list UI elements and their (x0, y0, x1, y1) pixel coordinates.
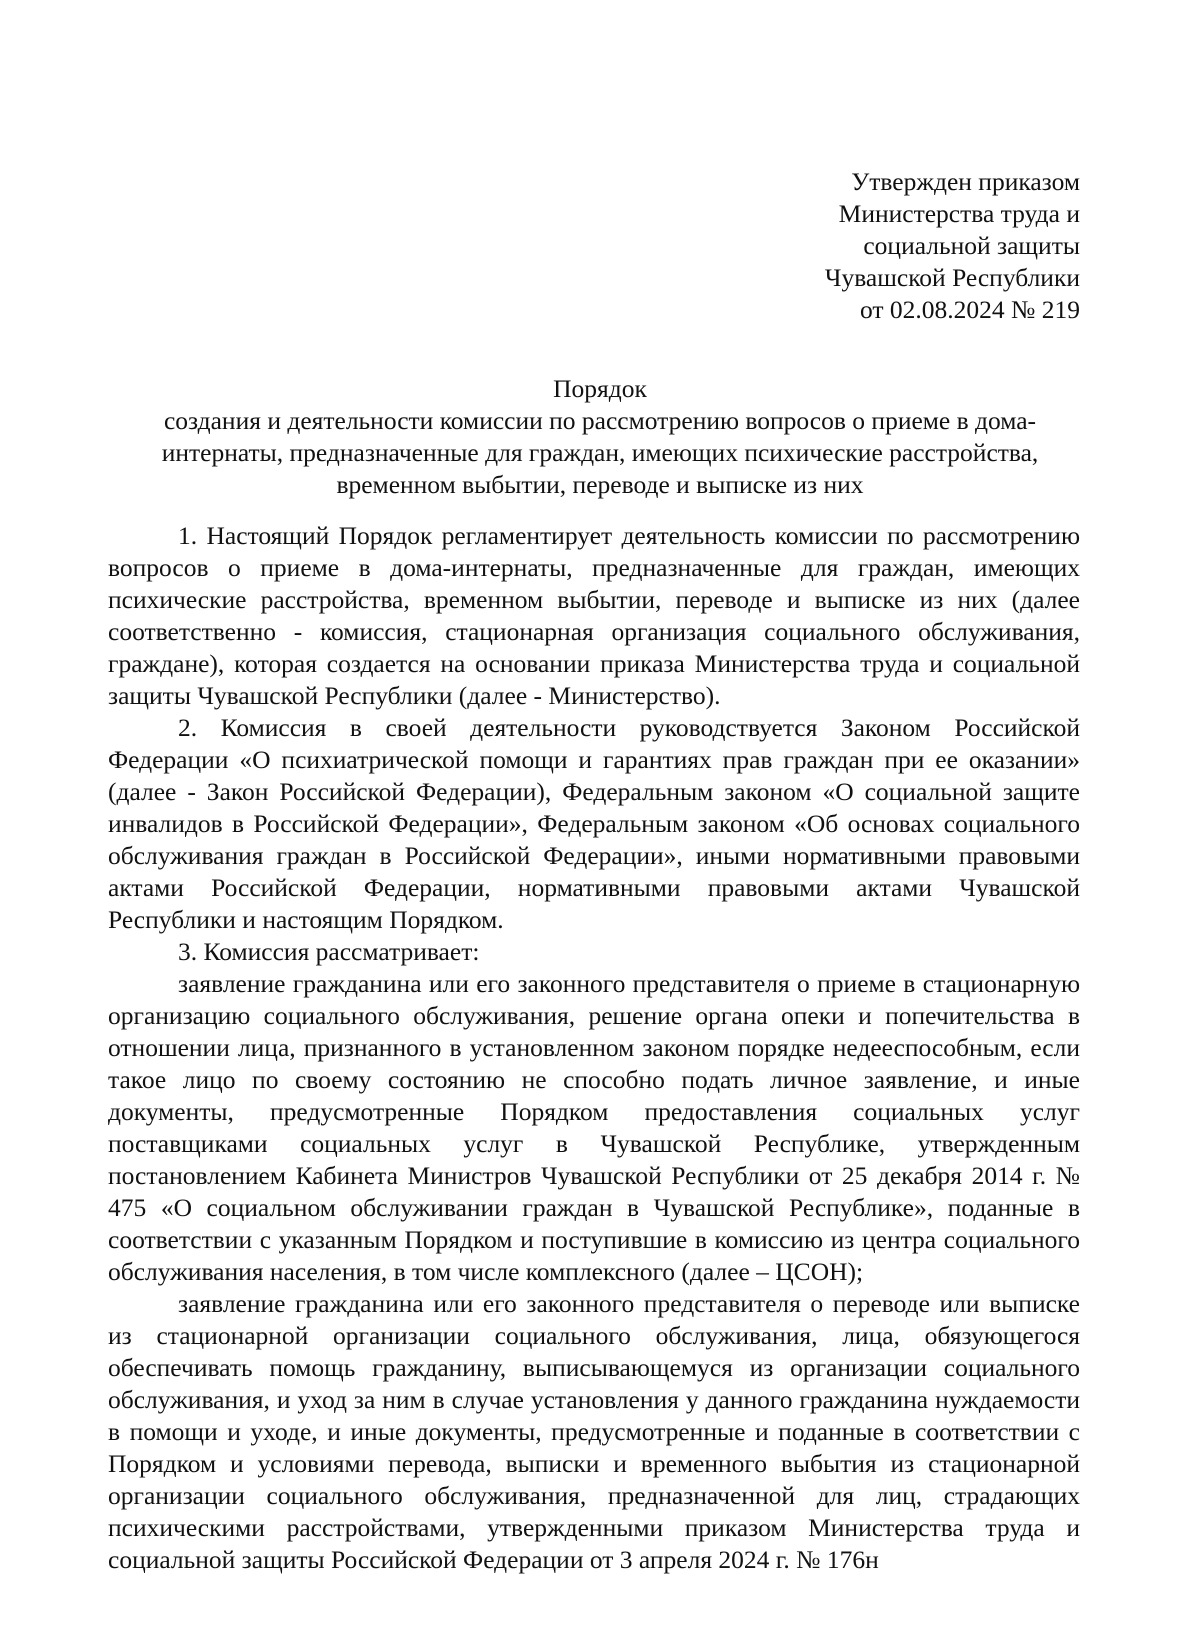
paragraph-3-item-1: заявление гражданина или его законного представителя о приеме в стационарную организацию социального обслуживания, решение органа опеки и попечительства в отношении лица, признанного в установленном законом порядке недееспособным, если такое лицо по своему состоянию не способно подать личное заявление, и иные документы, предусмотренные Порядком предоставления социальных услуг поставщиками социальных услуг в Чувашской Республике, утвержденным постановлением Кабинета Министров Чувашской Республики от 25 декабря 2014 г. № 475 «О социальном обслуживании граждан в Чувашской Республике», поданные в соответствии с указанным Порядком и поступившие в комиссию из центра социального обслуживания населения, в том числе комплексного (далее – ЦСОН); (108, 969, 1080, 1286)
title-heading: Порядок (553, 374, 647, 403)
paragraph-3: 3. Комиссия рассматривает: (178, 937, 480, 966)
title-line: создания и деятельности комиссии по рассмотрению вопросов о приеме в дома- (163, 406, 1037, 435)
title-line: временном выбытии, переводе и выписке из них (336, 470, 864, 499)
approval-line: социальной защиты (863, 231, 1080, 260)
paragraph-2: 2. Комиссия в своей деятельности руководствуется Законом Российской Федерации «О психиатрической помощи и гарантиях прав граждан при ее оказании» (далее - Закон Российской Федерации), Федеральным законом «О социальной защите инвалидов в Российской Федерации», Федеральным законом «Об основах социального обслуживания граждан в Российской Федерации», иными нормативными правовыми актами Российской Федерации, нормативными правовыми актами Чувашской Республики и настоящим Порядком. (108, 713, 1080, 934)
approval-order-number: от 02.08.2024 № 219 (859, 295, 1080, 324)
paragraph-1: 1. Настоящий Порядок регламентирует деятельность комиссии по рассмотрению вопросов о приеме в дома-интернаты, предназначенные для граждан, имеющих психические расстройства, временном выбытии, переводе и выписке из них (далее соответственно - комиссия, стационарная организация социального обслуживания, граждане), которая создается на основании приказа Министерства труда и социальной защиты Чувашской Республики (далее - Министерство). (108, 521, 1080, 710)
document-body (108, 520, 1080, 1576)
approval-line: Министерства труда и (838, 199, 1080, 228)
approval-stamp-block (560, 166, 1080, 326)
title-line: интернаты, предназначенные для граждан, имеющих психические расстройства, (161, 438, 1039, 467)
paragraph-3-item-2: заявление гражданина или его законного представителя о переводе или выписке из стационарной организации социального обслуживания, лица, обязующегося обеспечивать помощь гражданину, выписывающемуся из организации социального обслуживания, и уход за ним в случае установления у данного гражданина нуждаемости в помощи и уходе, и иные документы, предусмотренные и поданные в соответствии с Порядком и условиями перевода, выписки и временного выбытия из стационарной организации социального обслуживания, предназначенной для лиц, страдающих психическими расстройствами, утвержденными приказом Министерства труда и социальной защиты Российской Федерации от 3 апреля 2024 г. № 176н (108, 1289, 1080, 1574)
approval-line: Утвержден приказом (851, 167, 1080, 196)
approval-line: Чувашской Республики (824, 263, 1080, 292)
document-title (100, 373, 1100, 501)
